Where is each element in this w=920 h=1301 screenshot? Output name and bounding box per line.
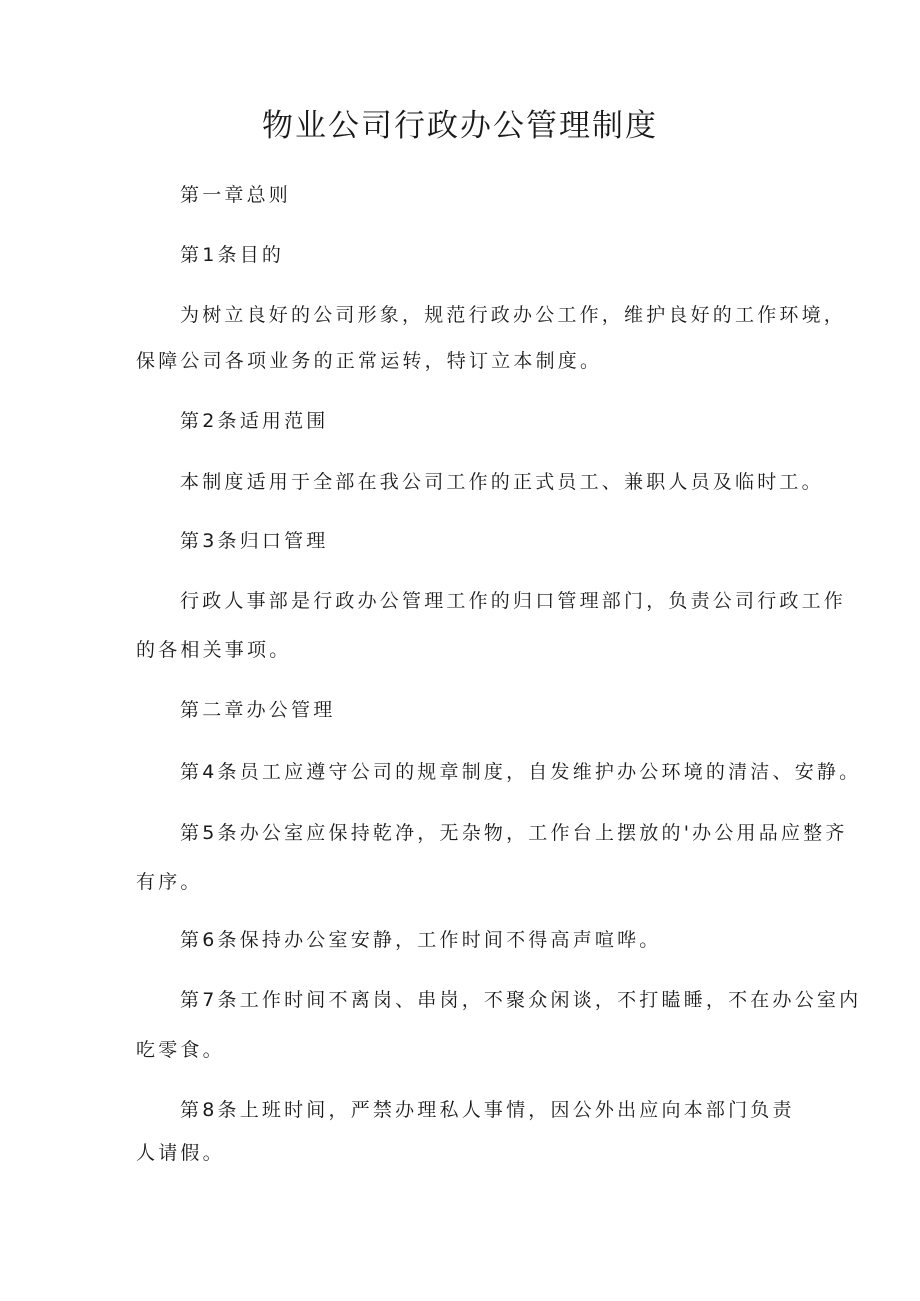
article-7-line-2: 吃零食。: [136, 1039, 225, 1061]
chapter-2-heading: 第二章办公管理: [180, 699, 336, 721]
article-5-line-2: 有序。: [136, 871, 203, 893]
article-2-body-line-1: 本制度适用于全部在我公司工作的正式员工、兼职人员及临时工。: [180, 471, 824, 493]
article-6-line-1: 第6条保持办公室安静，工作时间不得高声喧哗。: [180, 929, 662, 951]
article-1-heading: 第1条目的: [180, 244, 285, 266]
article-5-line-1: 第5条办公室应保持乾净，无杂物，工作台上摆放的'办公用品应整齐: [180, 822, 848, 844]
article-3-body-line-2: 的各相关事项。: [136, 639, 292, 661]
article-1-body-line-1: 为树立良好的公司形象，规范行政办公工作，维护良好的工作环境，: [180, 304, 847, 326]
article-1-body-line-2: 保障公司各项业务的正常运转，特订立本制度。: [136, 350, 603, 372]
article-4-line-1: 第4条员工应遵守公司的规章制度，自发维护办公环境的清洁、安静。: [180, 761, 862, 783]
chapter-1-heading: 第一章总则: [180, 184, 292, 206]
article-3-heading: 第3条归口管理: [180, 530, 329, 552]
document-title: 物业公司行政办公管理制度: [262, 108, 658, 144]
article-8-line-1: 第8条上班时间，严禁办理私人事情，因公外出应向本部门负责: [180, 1099, 795, 1121]
article-7-line-1: 第7条工作时间不离岗、串岗，不聚众闲谈，不打瞌睡，不在办公室内: [180, 989, 862, 1011]
article-3-body-line-1: 行政人事部是行政办公管理工作的归口管理部门，负责公司行政工作: [180, 590, 847, 612]
article-2-heading: 第2条适用范围: [180, 410, 329, 432]
article-8-line-2: 人请假。: [136, 1142, 225, 1164]
